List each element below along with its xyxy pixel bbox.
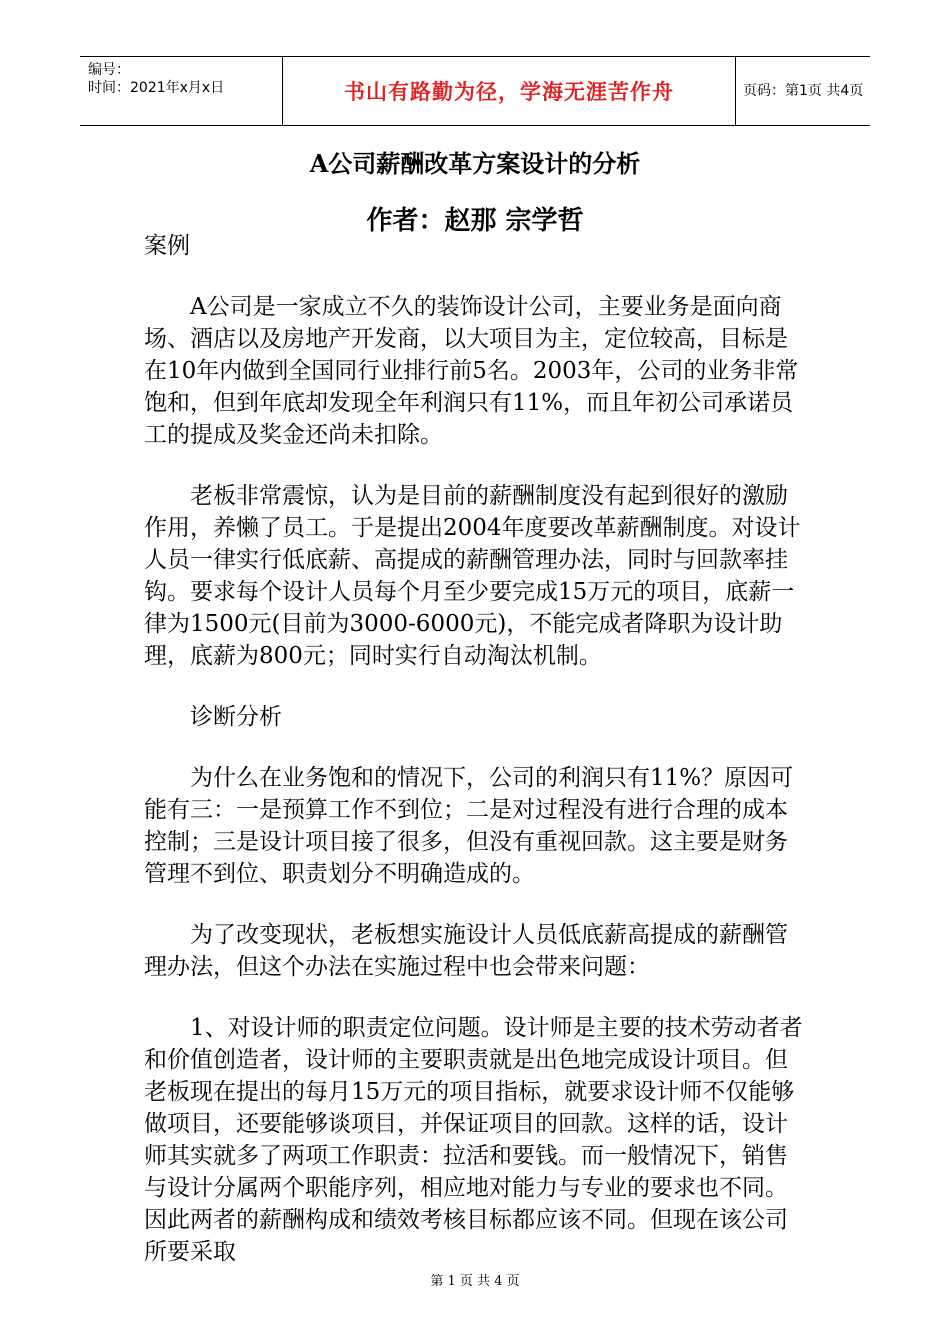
header-meta (80, 57, 282, 125)
header-motto-cell (282, 57, 736, 125)
paragraph: 为了改变现状，老板想实施设计人员低底薪高提成的薪酬管理办法，但这个办法在实施过程中也会带来问题： (144, 922, 788, 980)
document-title: A公司薪酬改革方案设计的分析 (309, 149, 641, 178)
header-motto: 书山有路勤为径，学海无涯苦作舟 (344, 80, 674, 104)
header-page-cell (735, 57, 870, 125)
paragraph: 老板非常震惊，认为是目前的薪酬制度没有起到很好的激励作用，养懒了员工。于是提出2004年度要改革薪酬制度。对设计人员一律实行低底薪、高提成的薪酬管理办法，同时与回款率挂钩。要求每个设计人员每个月至少要完成15万元的项目，底薪一律为1500元(目前为3000-6000元)，不能完成者降职为设计助理，底薪为800元；同时实行自动淘汰机制。 (144, 483, 801, 669)
doc-time-label: 时间：2021年x月x日 (88, 80, 225, 96)
header-page-info: 页码：第1页 共4页 (743, 83, 864, 99)
paragraph: A公司是一家成立不久的装饰设计公司，主要业务是面向商场、酒店以及房地产开发商，以大项目为主，定位较高，目标是在10年内做到全国同行业排行前5名。2003年，公司的业务非常饱和，但到年底却发现全年利润只有11%，而且年初公司承诺员工的提成及奖金还尚未扣除。 (144, 294, 799, 448)
document-author: 作者：赵那 宗学哲 (366, 206, 584, 236)
doc-number-label: 编号： (88, 62, 130, 78)
page-header (80, 56, 870, 126)
section-heading-diagnosis: 诊断分析 (190, 704, 282, 730)
paragraph: 为什么在业务饱和的情况下，公司的利润只有11%？原因可能有三：一是预算工作不到位；二是对过程没有进行合理的成本控制；三是设计项目接了很多，但没有重视回款。这主要是财务管理不到位、职责划分不明确造成的。 (144, 765, 794, 887)
paragraph: 1、对设计师的职责定位问题。设计师是主要的技术劳动者者和价值创造者，设计师的主要职责就是出色地完成设计项目。但老板现在提出的每月15万元的项目指标，就要求设计师不仅能够做项目，还要能够谈项目，并保证项目的回款。这样的话，设计师其实就多了两项工作职责：拉活和要钱。而一般情况下，销售与设计分属两个职能序列，相应地对能力与专业的要求也不同。因此两者的薪酬构成和绩效考核目标都应该不同。但现在该公司所要采取 (144, 1015, 803, 1265)
document-body (144, 230, 804, 1268)
page-footer: 第 1 页 共 4 页 (430, 1274, 520, 1289)
section-label: 案例 (144, 233, 190, 259)
